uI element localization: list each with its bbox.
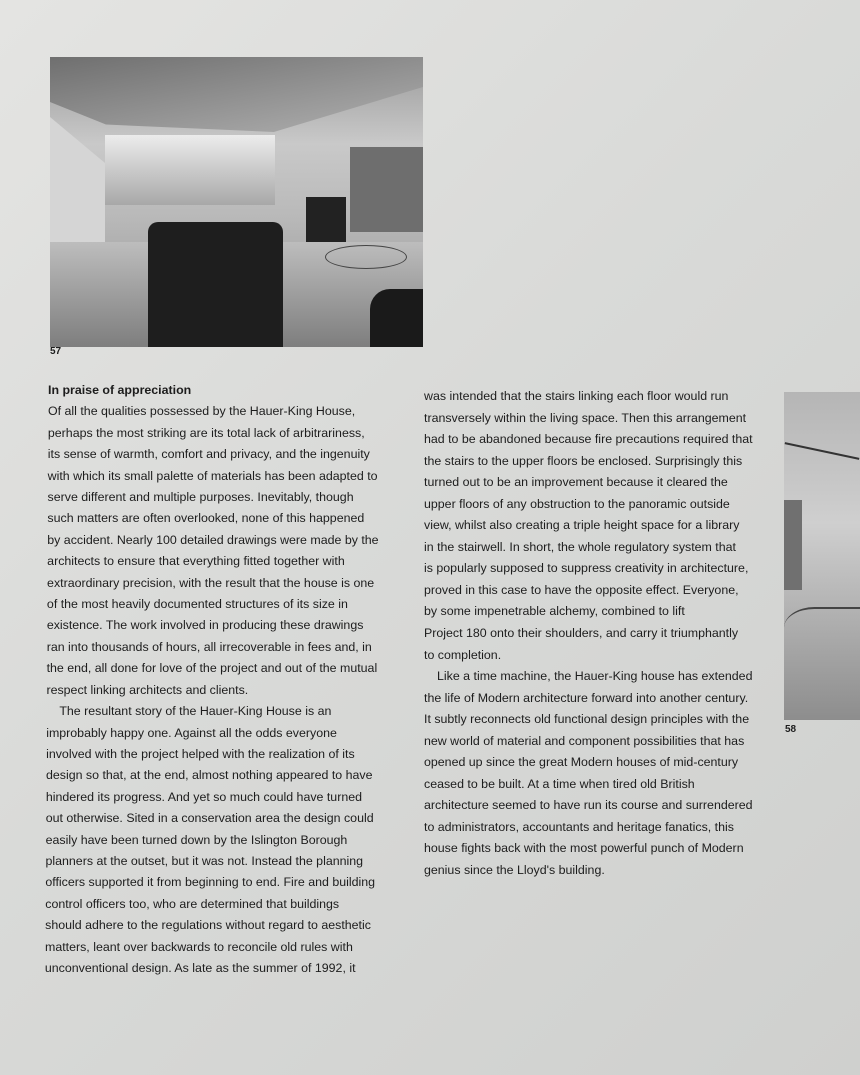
text-line: ran into thousands of hours, all irrecoverable in fees and, in [46,639,372,654]
text-line: easily have been turned down by the Islington Borough [45,832,348,847]
text-line: had to be abandoned because fire precautions required that [424,432,753,447]
text-line: The resultant story of the Hauer-King House is an [59,704,332,719]
stair-rail [785,442,860,460]
text-line: improbably happy one. Against all the odds everyone [46,725,337,740]
text-line: perhaps the most striking are its total lack of arbitrariness, [47,425,365,440]
wall-artwork [350,147,423,232]
text-line: ceased to be built. At a time when tired old British [424,776,695,791]
text-line: control officers too, who are determined that buildings [45,896,340,911]
interior-photo-57 [50,57,423,347]
text-line: officers supported it from beginning to end. Fire and building [45,875,376,890]
text-line: extraordinary precision, with the result that the house is one [47,575,375,590]
text-line: unconventional design. As late as the summer of 1992, it [44,960,356,975]
text-line: genius since the Lloyd's building. [424,863,605,878]
text-line: new world of material and component possibilities that has [424,733,745,748]
article-column-left [44,380,379,979]
glass-table [325,245,407,269]
text-line: with which its small palette of materials has been adapted to [47,468,378,483]
text-line: by some impenetrable alchemy, combined to lift [424,604,685,619]
text-line: such matters are often overlooked, none of this happened [47,511,365,526]
text-line: of the most heavily documented structures of its size in [46,597,348,612]
figure-caption-57: 57 [50,346,62,357]
text-line: design so that, at the end, almost nothing appeared to have [45,768,373,783]
text-line: the stairs to the upper floors be enclosed. Surprisingly this [424,453,743,468]
text-line: proved in this case to have the opposite effect. Everyone, [424,582,739,597]
text-line: hindered its progress. And yet so much could have turned [45,789,362,804]
text-line: architects to ensure that everything fitted together with [47,554,345,569]
text-line: transversely within the living space. Then this arrangement [424,410,747,425]
text-line: by accident. Nearly 100 detailed drawings were made by the [47,532,379,547]
text-line: turned out to be an improvement because it cleared the [424,475,728,490]
text-line: planners at the outset, but it was not. Instead the planning [45,853,364,868]
text-line: is popularly supposed to suppress creativity in architecture, [424,561,749,576]
text-line: It subtly reconnects old functional design principles with the [424,712,750,727]
television [306,197,346,242]
wall-panel [784,500,802,590]
text-line: Like a time machine, the Hauer-King house has extended [437,669,753,684]
text-line: opened up since the great Modern houses of mid-century [424,755,739,770]
chair [370,289,423,347]
article-column-right [424,386,753,882]
text-line: in the stairwell. In short, the whole regulatory system that [424,539,736,554]
text-line: to completion. [424,647,502,662]
text-line: matters, leant over backwards to reconcile old rules with [45,939,353,954]
sofa [148,222,283,347]
text-line: architecture seemed to have run its course and surrendered [424,798,753,813]
text-line: involved with the project helped with the realization of its [46,746,355,761]
text-line: to administrators, accountants and heritage fanatics, this [424,819,734,834]
window [105,135,275,205]
text-line: Of all the qualities possessed by the Hauer-King House, [48,404,356,419]
text-line: view, whilst also creating a triple height space for a library [424,518,740,533]
text-line: the life of Modern architecture forward into another century. [424,690,749,705]
ceiling [50,57,423,132]
article-heading: In praise of appreciation [48,383,192,397]
text-line: should adhere to the regulations without regard to aesthetic [45,918,371,933]
text-line: Project 180 onto their shoulders, and carry it triumphantly [424,626,739,641]
text-line: was intended that the stairs linking each floor would run [424,389,729,403]
text-line: the end, all done for love of the project and out of the mutual [46,661,378,676]
text-line: existence. The work involved in producing these drawings [46,618,364,633]
text-line: house fights back with the most powerful punch of Modern [424,841,744,856]
stair-curve [784,607,860,659]
figure-caption-58: 58 [785,724,797,735]
interior-photo-58 [784,392,860,720]
text-line: out otherwise. Sited in a conservation area the design could [45,811,374,826]
text-line: serve different and multiple purposes. Inevitably, though [47,490,354,505]
text-line: its sense of warmth, comfort and privacy, and the ingenuity [47,447,370,462]
text-line: upper floors of any obstruction to the panoramic outside [424,496,730,511]
text-line: respect linking architects and clients. [46,682,249,697]
